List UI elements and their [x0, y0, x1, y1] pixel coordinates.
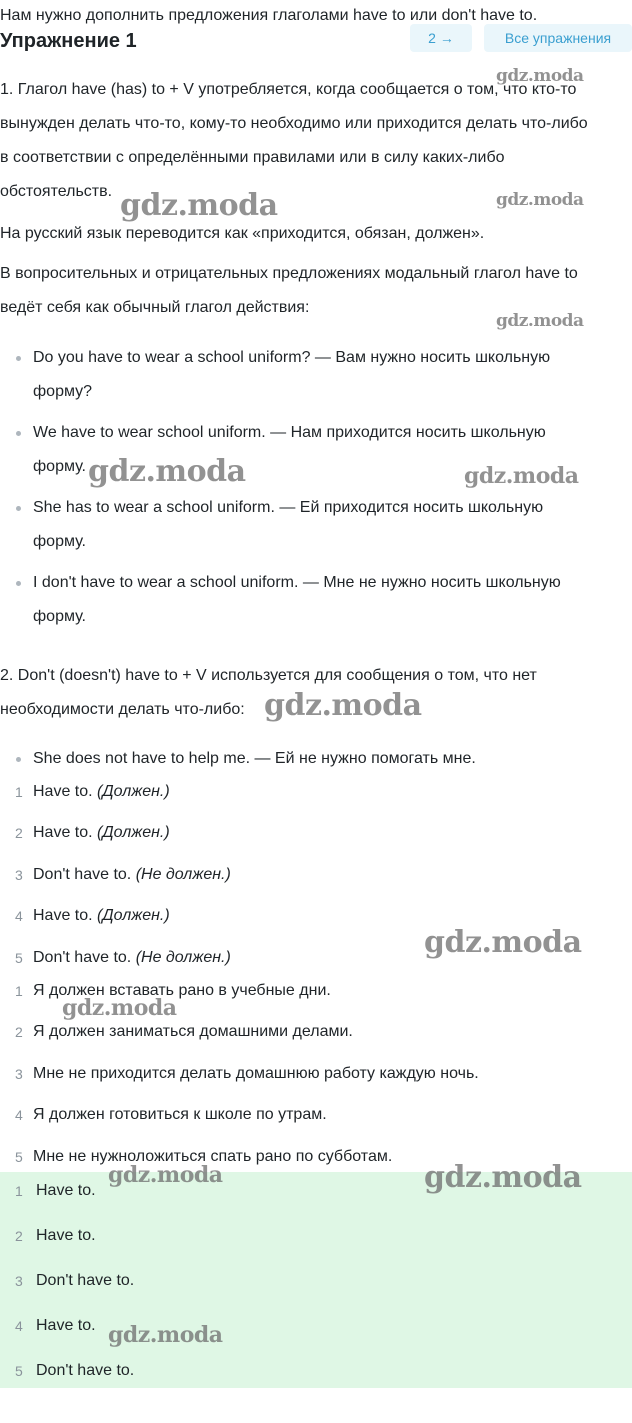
item-number: 3 [15, 867, 23, 883]
item-number: 5 [15, 1363, 23, 1379]
bullet-dot [16, 431, 21, 436]
item-note: (Должен.) [97, 783, 170, 800]
rule1-line: обстоятельств. [0, 183, 113, 200]
item-number: 5 [15, 950, 23, 966]
page-title: Упражнение 1 [0, 30, 137, 52]
watermark: gdz.moda [496, 190, 584, 210]
item-number: 4 [15, 1318, 23, 1334]
bullet-dot [16, 581, 21, 586]
list-item [0, 816, 632, 850]
all-exercises-button[interactable]: Все упражнения [484, 24, 632, 52]
item-number: 3 [15, 1273, 23, 1289]
answer-text: Have to. [36, 1227, 96, 1244]
rule1-line: в соответствии с определёнными правилами или в силу каких-либо [0, 149, 505, 166]
bullet-dot [16, 506, 21, 511]
item-text: Don't have to. (Не должен.) [33, 866, 231, 883]
watermark: gdz.moda [108, 1162, 223, 1188]
watermark: gdz.moda [496, 66, 584, 86]
item-number: 1 [15, 784, 23, 800]
rule1-note-line: ведёт себя как обычный глагол действия: [0, 299, 310, 316]
watermark: gdz.moda [424, 925, 582, 960]
item-number: 1 [15, 1183, 23, 1199]
next-exercise-button[interactable]: 2 → [410, 24, 472, 52]
list-item [0, 1057, 632, 1091]
rule1-note-line: В вопросительных и отрицательных предложениях модальный глагол have to [0, 265, 578, 282]
answer-item [0, 1354, 632, 1388]
item-text: Have to. (Должен.) [33, 824, 170, 841]
answer-item [0, 1264, 632, 1298]
answers-panel [0, 1172, 632, 1388]
answer-item [0, 1309, 632, 1343]
item-number: 3 [15, 1066, 23, 1082]
item-text: Have to. (Должен.) [33, 783, 170, 800]
rule1-line: 1. Глагол have (has) to + V употребляется, когда сообщается о том, что кто-то [0, 81, 577, 98]
watermark: gdz.moda [464, 463, 579, 489]
rule1-text [0, 73, 630, 209]
answer-text: Have to. [36, 1182, 96, 1199]
rule1-line: вынужден делать что-то, кому-то необходимо или приходится делать что-либо [0, 115, 588, 132]
example-text: She does not have to help me. — Ей не нужно помогать мне. [33, 750, 476, 767]
item-note: (Должен.) [97, 907, 170, 924]
item-text: Have to. (Должен.) [33, 907, 170, 924]
item-note: (Не должен.) [135, 866, 231, 883]
example-text: Do you have to wear a school uniform? — Вам нужно носить школьную форму? [33, 349, 551, 400]
answer-text: Don't have to. [36, 1272, 135, 1289]
watermark: gdz.moda [62, 995, 177, 1021]
list-item [0, 858, 632, 892]
item-number: 1 [15, 983, 23, 999]
watermark: gdz.moda [424, 1160, 582, 1195]
item-number: 2 [15, 1228, 23, 1244]
item-number: 5 [15, 1149, 23, 1165]
list-item [0, 1098, 632, 1132]
item-text: Мне не приходится делать домашнюю работу каждую ночь. [33, 1065, 479, 1082]
item-text: Я должен готовиться к школе по утрам. [33, 1106, 327, 1123]
item-number: 4 [15, 1107, 23, 1123]
item-text: Я должен вставать рано в учебные дни. [33, 982, 331, 999]
answer-text: Don't have to. [36, 1362, 135, 1379]
rule1-translation: На русский язык переводится как «приходится, обязан, должен». [0, 225, 485, 242]
bullet-dot [16, 757, 21, 762]
bullet-dot [16, 356, 21, 361]
item-number: 2 [15, 1024, 23, 1040]
example-text: I don't have to wear a school uniform. — Мне не нужно носить школьную форму. [33, 574, 561, 625]
item-number: 4 [15, 908, 23, 924]
rule2-line: 2. Don't (doesn't) have to + V используется для сообщения о том, что нет [0, 667, 537, 684]
watermark: gdz.moda [108, 1322, 223, 1348]
example-text: We have to wear school uniform. — Нам приходится носить школьную форму. [33, 424, 546, 475]
task-description: Нам нужно дополнить предложения глаголами have to или don't have to. [0, 7, 538, 24]
example-text: She has to wear a school uniform. — Ей приходится носить школьную форму. [33, 499, 544, 550]
item-text: Don't have to. (Не должен.) [33, 949, 231, 966]
answer-text: Have to. [36, 1317, 96, 1334]
watermark: gdz.moda [120, 188, 278, 223]
item-text: Я должен заниматься домашними делами. [33, 1023, 353, 1040]
rule2-line: необходимости делать что-либо: [0, 701, 245, 718]
watermark: gdz.moda [264, 688, 422, 723]
item-note: (Не должен.) [135, 949, 231, 966]
item-text: Мне не нужноложиться спать рано по субботам. [33, 1148, 393, 1165]
watermark: gdz.moda [88, 454, 246, 489]
answer-item [0, 1219, 632, 1253]
list-item [0, 775, 632, 809]
item-number: 2 [15, 825, 23, 841]
watermark: gdz.moda [496, 311, 584, 331]
item-note: (Должен.) [97, 824, 170, 841]
